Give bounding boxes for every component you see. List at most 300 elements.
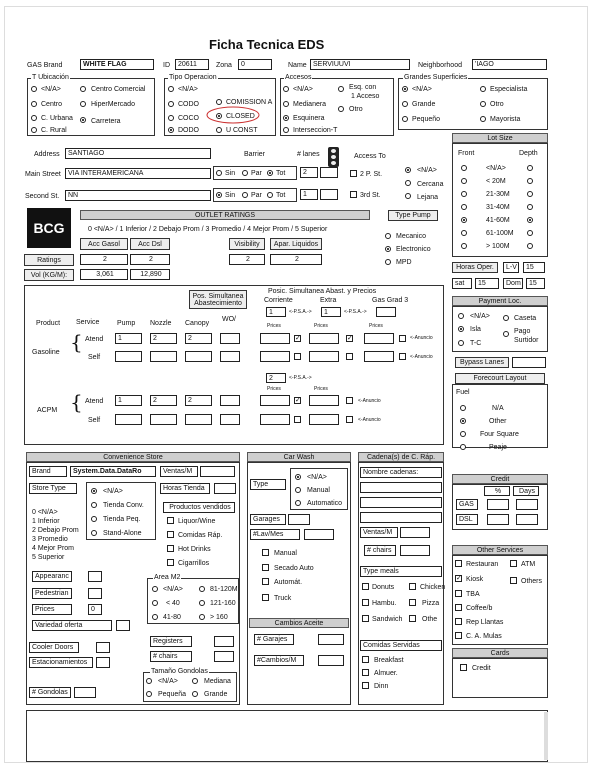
acc-dsl-rating[interactable]: 2	[130, 254, 170, 265]
wash-truck-checkbox[interactable]	[262, 594, 269, 601]
dinn-checkbox[interactable]	[362, 682, 369, 689]
prod-hotdrinks-checkbox[interactable]	[167, 545, 174, 552]
gasoline-self-price-1[interactable]	[260, 351, 290, 362]
superficies-otro-radio[interactable]	[480, 101, 486, 107]
others-checkbox[interactable]	[510, 577, 517, 584]
main-barrier-par-radio[interactable]	[242, 170, 248, 176]
payment-caseta-radio[interactable]	[503, 315, 509, 321]
lot-size-option-label: 31-40M	[486, 204, 510, 211]
lot-depth-radio-0[interactable]	[527, 165, 533, 171]
accesos-interseccion-radio[interactable]	[283, 127, 289, 133]
credit-gas-days-field[interactable]	[516, 499, 538, 510]
operacion-comission-label: COMISSION A	[226, 99, 273, 106]
notes-scrollbar[interactable]	[544, 712, 548, 760]
wash-truck-label: Truck	[274, 595, 292, 602]
accesos-title: Accesos	[285, 74, 312, 81]
acpm-psa-label: <-P.S.A.->	[289, 375, 312, 381]
main-lanes-extra-field[interactable]	[320, 167, 338, 178]
id-field[interactable]: 20611	[175, 59, 209, 70]
variedad-oferta-label: Variedad oferta	[32, 620, 112, 631]
horas-tienda-field[interactable]	[214, 483, 236, 494]
gasoline-self-price-2[interactable]	[309, 351, 339, 362]
lot-size-option-label: 21-30M	[486, 191, 510, 198]
operacion-dodo-radio[interactable]	[168, 127, 174, 133]
acpm-self-pump[interactable]	[115, 414, 142, 425]
rep-llantas-checkbox[interactable]	[455, 618, 462, 625]
forecourt-peaje-label: Peaje	[489, 444, 507, 451]
accesos-esq-label: Esq. con	[349, 84, 377, 91]
acpm-atend-nozzle[interactable]: 2	[150, 395, 177, 406]
conv-brand-field[interactable]: System.Data.DataRo	[70, 466, 156, 477]
zona-field[interactable]: 0	[238, 59, 272, 70]
area-gt160-radio[interactable]	[199, 614, 205, 620]
posic-simultanea-label: Posic. Simultanea Abast. y Precios	[268, 288, 377, 295]
corriente-psa-label: <-P.S.A.->	[289, 309, 312, 315]
gasoline-atend-price-3[interactable]	[364, 333, 394, 344]
lav-mes-field[interactable]	[304, 529, 334, 540]
store-type-peq-label: Tienda Peq.	[103, 516, 141, 523]
ubicacion-na-radio[interactable]	[31, 86, 37, 92]
superficies-mayorista-radio[interactable]	[480, 116, 486, 122]
acpm-atend-pump[interactable]: 1	[115, 395, 142, 406]
pump-mpd-radio[interactable]	[385, 259, 391, 265]
main-barrier-par-label: Par	[251, 170, 262, 177]
lav-mes-label: #Lav/Mes	[250, 529, 300, 540]
two-p-st-checkbox[interactable]	[350, 170, 357, 177]
forecourt-peaje-radio[interactable]	[460, 444, 466, 450]
lot-depth-radio-5[interactable]	[527, 230, 533, 236]
main-barrier-sin-radio[interactable]	[216, 170, 222, 176]
area-121-160-radio[interactable]	[199, 600, 205, 606]
ubicacion-cc-radio[interactable]	[80, 86, 86, 92]
tba-checkbox[interactable]	[455, 590, 462, 597]
kiosk-label: Kiosk	[466, 576, 484, 583]
gasoline-self-nozzle[interactable]	[150, 351, 177, 362]
accesos-interseccion-label: Interseccion-T	[293, 127, 338, 134]
superficies-otro-label: Otro	[490, 101, 504, 108]
atm-label: ATM	[521, 561, 536, 568]
main-street-field[interactable]: VIA INTERAMERICANA	[65, 168, 211, 179]
meals-donuts-checkbox[interactable]	[362, 583, 369, 590]
main-barrier-tot-radio[interactable]	[267, 170, 273, 176]
neighborhood-label: Neighborhood	[418, 62, 462, 69]
extra-psa-field[interactable]: 1	[321, 307, 341, 317]
nombre-cadenas-field-1[interactable]	[360, 482, 442, 493]
address-field[interactable]: SANTIAGO	[65, 148, 211, 159]
store-type-conv-label: Tienda Conv.	[103, 502, 144, 509]
nombre-cadenas-label: Nombre cadenas:	[360, 467, 442, 478]
vol-field-1[interactable]: 3,061	[80, 269, 128, 280]
comidas-servidas-label: Comidas Servidas	[360, 640, 442, 651]
payment-na-radio[interactable]	[458, 313, 464, 319]
cambios-m-field[interactable]	[318, 655, 344, 666]
type-pump-title: Type Pump	[388, 210, 438, 221]
second-barrier-tot-radio[interactable]	[267, 192, 273, 198]
acpm-atend-price-2[interactable]	[309, 395, 339, 406]
gasoline-self-pump[interactable]	[115, 351, 142, 362]
wash-manual-checkbox[interactable]	[262, 549, 269, 556]
gondolas-label: # Gondolas	[29, 687, 71, 698]
name-label: Name	[288, 62, 307, 69]
dom-hours-field[interactable]: 15	[526, 278, 545, 289]
lot-depth-radio-3[interactable]	[527, 204, 533, 210]
wash-automat-label: Automát.	[274, 579, 303, 586]
accesos-esquinera-radio[interactable]	[283, 115, 289, 121]
estacionamientos-field[interactable]	[96, 657, 110, 668]
prod-liquor-checkbox[interactable]	[167, 517, 174, 524]
restauran-checkbox[interactable]	[455, 560, 462, 567]
second-lanes-extra-field[interactable]	[320, 189, 338, 200]
gasoline-self-check-3[interactable]	[399, 353, 406, 360]
lv-label: L-V	[503, 262, 519, 273]
superficies-pequeno-radio[interactable]	[402, 116, 408, 122]
accesos-otro-radio[interactable]	[338, 106, 344, 112]
access-na-radio[interactable]	[405, 167, 411, 173]
payment-surtidor-label: Surtidor	[514, 337, 539, 344]
superficies-grande-label: Grande	[412, 101, 436, 108]
lot-size-option-label: < 20M	[486, 178, 506, 185]
appearance-field[interactable]	[88, 571, 102, 582]
barrier-label: Barrier	[244, 151, 266, 158]
wash-auto-radio[interactable]	[295, 500, 301, 506]
acpm-atend-check-2[interactable]	[346, 397, 353, 404]
page-title: Ficha Tecnica EDS	[209, 37, 325, 52]
operacion-closed-label: CLOSED	[226, 113, 255, 120]
sat-hours-field[interactable]: 15	[475, 278, 499, 289]
traffic-light-icon	[328, 147, 339, 167]
area-81-120-radio[interactable]	[199, 586, 205, 592]
gas-brand-field[interactable]: WHITE FLAG	[80, 59, 154, 70]
third-st-checkbox[interactable]	[350, 191, 357, 198]
gasoline-self-check-1[interactable]	[294, 353, 301, 360]
pos-simultanea-button[interactable]	[189, 290, 247, 309]
cadena-chairs-label: # chairs	[364, 545, 396, 556]
prices-label-1: Prices	[267, 323, 281, 329]
pump-mecanico-radio[interactable]	[385, 233, 391, 239]
credit-gas-label: GAS	[456, 499, 478, 510]
prod-comidas-checkbox[interactable]	[167, 531, 174, 538]
acpm-self-label: Self	[88, 417, 101, 424]
conv-scale-2: 2 Debajo Prom	[32, 527, 79, 534]
acpm-atend-wo[interactable]	[220, 395, 240, 406]
garages-field[interactable]	[288, 514, 310, 525]
visibility-button[interactable]: Visibility	[229, 238, 265, 250]
accesos-esq-radio[interactable]	[338, 86, 344, 92]
acpm-atend-canopy[interactable]: 2	[185, 395, 212, 406]
meals-hambu-checkbox[interactable]	[362, 599, 369, 606]
credit-dsl-label: DSL	[456, 514, 478, 525]
cambios-aceite-title: Cambios Aceite	[249, 618, 349, 628]
vol-field-2[interactable]: 12,890	[130, 269, 170, 280]
tamano-mediana-radio[interactable]	[192, 678, 198, 684]
acpm-atend-price-1[interactable]	[260, 395, 290, 406]
wash-manual-check-label: Manual	[274, 550, 297, 557]
gasoline-self-canopy[interactable]	[185, 351, 212, 362]
acpm-brace: {	[70, 390, 83, 414]
store-type-conv-radio[interactable]	[91, 502, 97, 508]
breakfast-checkbox[interactable]	[362, 656, 369, 663]
gasoline-atend-pump[interactable]: 1	[115, 333, 142, 344]
variedad-oferta-field[interactable]	[116, 620, 130, 631]
acpm-self-canopy[interactable]	[185, 414, 212, 425]
second-barrier-par-label: Par	[251, 192, 262, 199]
lot-depth-radio-1[interactable]	[527, 178, 533, 184]
area-na-radio[interactable]	[152, 586, 158, 592]
gasoline-atend-canopy[interactable]: 2	[185, 333, 212, 344]
superficies-grande-radio[interactable]	[402, 101, 408, 107]
wash-na-radio[interactable]	[295, 474, 301, 480]
apar-liquidos-rating[interactable]: 2	[270, 254, 322, 265]
acpm-self-wo[interactable]	[220, 414, 240, 425]
gasoline-atend-check-3[interactable]	[399, 335, 406, 342]
gasoline-atend-price-1[interactable]	[260, 333, 290, 344]
wash-secado-label: Secado Auto	[274, 565, 314, 572]
wash-automat-checkbox[interactable]	[262, 578, 269, 585]
ubicacion-urbana-radio[interactable]	[31, 115, 37, 121]
ubicacion-centro-radio[interactable]	[31, 101, 37, 107]
lot-depth-radio-4[interactable]	[527, 217, 533, 223]
corriente-psa-field[interactable]: 1	[266, 307, 286, 317]
main-street-label: Main Street	[25, 171, 61, 178]
ca-mulas-checkbox[interactable]	[455, 632, 462, 639]
gasoline-self-check-2[interactable]	[346, 353, 353, 360]
type-meals-label: Type meals	[360, 566, 442, 577]
acpm-psa-field[interactable]: 2	[266, 373, 286, 383]
garajes-field[interactable]	[318, 634, 344, 645]
cooler-doors-field[interactable]	[96, 642, 110, 653]
gasoline-atend-nozzle[interactable]: 2	[150, 333, 177, 344]
lot-front-radio-5[interactable]	[461, 230, 467, 236]
ubicacion-carretera-radio[interactable]	[80, 117, 86, 123]
operacion-na-radio[interactable]	[168, 86, 174, 92]
superficies-especialista-label: Especialista	[490, 86, 528, 93]
wash-manual-radio[interactable]	[295, 487, 301, 493]
second-barrier-sin-label: Sin	[225, 192, 236, 199]
gasoline-self-wo[interactable]	[220, 351, 240, 362]
pump-mpd-label: MPD	[396, 259, 412, 266]
pos-simultanea-label: Pos. Simultanea	[192, 292, 244, 300]
conv-scale-5: 5 Superior	[32, 554, 65, 561]
lot-front-radio-1[interactable]	[461, 178, 467, 184]
cadena-chairs-field[interactable]	[400, 545, 430, 556]
meals-hambu-label: Hambu.	[372, 600, 397, 607]
ubicacion-title: T Ubicación	[32, 74, 69, 81]
tamano-pequena-radio[interactable]	[146, 691, 152, 697]
access-lejana-radio[interactable]	[405, 193, 411, 199]
forecourt-na-radio[interactable]	[460, 405, 466, 411]
credit-gas-pct-field[interactable]	[487, 499, 509, 510]
conv-chairs-field[interactable]	[214, 651, 234, 662]
payment-isla-radio[interactable]	[458, 326, 464, 332]
apar-liquidos-button[interactable]: Apar. Liquidos	[270, 238, 322, 250]
ubicacion-hiper-radio[interactable]	[80, 101, 86, 107]
registers-field[interactable]	[214, 636, 234, 647]
accesos-na-radio[interactable]	[283, 86, 289, 92]
acpm-self-price-2[interactable]	[309, 414, 339, 425]
main-barrier-tot-label: Tot	[276, 170, 286, 177]
access-cercana-label: Cercana	[417, 181, 444, 188]
payment-tc-radio[interactable]	[458, 340, 464, 346]
second-barrier-tot-label: Tot	[276, 192, 286, 199]
meals-sandwich-checkbox[interactable]	[362, 615, 369, 622]
payment-na-label: <N/A>	[470, 313, 490, 320]
area-lt40-label: < 40	[166, 600, 180, 607]
pedestrian-label: Pedestrian	[32, 588, 72, 599]
access-lejana-label: Lejana	[417, 194, 439, 201]
nombre-cadenas-field-3[interactable]	[360, 512, 442, 523]
acc-dsl-button[interactable]: Acc Dsl	[130, 238, 170, 250]
lot-front-radio-4[interactable]	[461, 217, 467, 223]
superficies-especialista-radio[interactable]	[480, 86, 486, 92]
credit-dsl-days-field[interactable]	[516, 514, 538, 525]
lot-size-option-label: > 100M	[486, 243, 510, 250]
accesos-medianera-radio[interactable]	[283, 101, 289, 107]
operacion-uconst-radio[interactable]	[216, 127, 222, 133]
lot-size-option-label: 41-60M	[486, 217, 510, 224]
visibility-rating[interactable]: 2	[229, 254, 265, 265]
tamano-gondolas-title: Tamaño Gondolas	[151, 668, 208, 675]
notes-area[interactable]	[26, 710, 548, 762]
prod-cigarrillos-label: Cigarrillos	[178, 560, 210, 567]
access-cercana-radio[interactable]	[405, 180, 411, 186]
wash-secado-checkbox[interactable]	[262, 564, 269, 571]
almuer-checkbox[interactable]	[362, 669, 369, 676]
credit-dsl-pct-field[interactable]	[487, 514, 509, 525]
bypass-lanes-field[interactable]	[512, 357, 546, 368]
lot-depth-radio-6[interactable]	[527, 243, 533, 249]
credit-pct-header: %	[484, 486, 510, 496]
main-lanes-field[interactable]: 2	[300, 167, 318, 178]
pump-electronico-radio[interactable]	[385, 246, 391, 252]
ubicacion-carretera-label: Carretera	[91, 118, 121, 125]
lot-front-radio-3[interactable]	[461, 204, 467, 210]
tamano-grande-label: Grande	[204, 691, 228, 698]
superficies-na-radio[interactable]	[402, 86, 408, 92]
tamano-na-radio[interactable]	[146, 678, 152, 684]
second-street-field[interactable]: NN	[65, 190, 211, 201]
acpm-atend-check-1[interactable]: ✓	[295, 397, 301, 404]
gasoline-atend-wo[interactable]	[220, 333, 240, 344]
kiosk-checkbox[interactable]: ✓	[456, 575, 462, 582]
pump-header: Pump	[117, 320, 136, 327]
forecourt-four-square-label: Four Square	[480, 431, 519, 438]
rep-llantas-label: Rep Llantas	[466, 619, 504, 626]
forecourt-fuel-label: Fuel	[456, 389, 470, 396]
prices-label-2: Prices	[314, 323, 328, 329]
store-type-peq-radio[interactable]	[91, 516, 97, 522]
wash-auto-label: Automatico	[307, 500, 343, 507]
acpm-self-check-1[interactable]	[294, 416, 301, 423]
gondolas-field[interactable]	[74, 687, 96, 698]
other-services-group	[452, 555, 548, 645]
store-type-stand-label: Stand-Alone	[103, 530, 142, 537]
forecourt-other-radio[interactable]	[460, 418, 466, 424]
prices-field[interactable]: 0	[88, 604, 102, 615]
acc-gasol-button[interactable]: Acc Gasol	[80, 238, 128, 250]
area-41-80-radio[interactable]	[152, 614, 158, 620]
conv-ventas-field[interactable]	[200, 466, 235, 477]
gasoline-atend-check-1[interactable]: ✓	[295, 335, 301, 342]
area-m2-title: Area M2	[154, 574, 181, 581]
area-na-label: <N/A>	[163, 586, 183, 593]
lot-front-radio-0[interactable]	[461, 165, 467, 171]
lot-front-label: Front	[458, 150, 475, 157]
acpm-self-check-2[interactable]	[346, 416, 353, 423]
store-type-na-radio[interactable]	[91, 488, 97, 494]
lot-front-radio-6[interactable]	[461, 243, 467, 249]
gasoline-atend-check-2[interactable]: ✓	[347, 335, 353, 342]
lot-front-radio-2[interactable]	[461, 191, 467, 197]
ubicacion-rural-radio[interactable]	[31, 127, 37, 133]
wash-type-label: Type	[250, 479, 286, 490]
prices-label-3: Prices	[369, 323, 383, 329]
store-type-stand-radio[interactable]	[91, 530, 97, 536]
second-barrier-sin-radio[interactable]	[216, 192, 222, 198]
forecourt-four-square-radio[interactable]	[460, 431, 466, 437]
gasoline-atend-anuncio: <-Anuncio	[410, 335, 433, 341]
vol-button[interactable]: Vol (KG/M):	[24, 269, 74, 281]
cadena-ventas-field[interactable]	[400, 527, 430, 538]
estacionamientos-label: Estacionamientos	[29, 657, 93, 668]
pedestrian-field[interactable]	[88, 588, 102, 599]
acpm-self-nozzle[interactable]	[150, 414, 177, 425]
operacion-codo-label: CODO	[178, 101, 199, 108]
atm-checkbox[interactable]	[510, 560, 517, 567]
acpm-atend-anuncio: <-Anuncio	[358, 398, 381, 404]
cards-credit-checkbox[interactable]	[460, 664, 467, 671]
nozzle-header: Nozzle	[150, 320, 172, 327]
meals-chicken-checkbox[interactable]	[409, 583, 416, 590]
closed-highlight-circle	[205, 105, 261, 125]
neighborhood-field[interactable]: 'IAGO	[472, 59, 547, 70]
prod-cigarrillos-checkbox[interactable]	[167, 559, 174, 566]
forecourt-na-label: N/A	[492, 405, 504, 412]
operacion-codo-radio[interactable]	[168, 101, 174, 107]
corriente-label: Corriente	[264, 297, 293, 304]
acpm-label: ACPM	[37, 407, 58, 414]
acpm-prices-label-2: Prices	[314, 386, 328, 392]
gasoline-self-price-3[interactable]	[364, 351, 394, 362]
gasoline-self-label: Self	[88, 354, 101, 361]
second-barrier-par-radio[interactable]	[242, 192, 248, 198]
tamano-grande-radio[interactable]	[192, 691, 198, 697]
breakfast-label: Breakfast	[374, 657, 404, 664]
lv-hours-field[interactable]: 15	[523, 262, 545, 273]
area-lt40-radio[interactable]	[152, 600, 158, 606]
meals-pizza-checkbox[interactable]	[409, 599, 416, 606]
second-lanes-field[interactable]: 1	[300, 189, 318, 200]
ratings-button[interactable]: Ratings	[24, 254, 74, 266]
payment-pago-radio[interactable]	[503, 331, 509, 337]
payment-caseta-label: Caseta	[514, 315, 537, 322]
lot-depth-radio-2[interactable]	[527, 191, 533, 197]
gasoline-atend-label: Atend	[85, 336, 104, 343]
name-field[interactable]: SERVIUUVI	[310, 59, 410, 70]
outlet-ratings-title: OUTLET RATINGS	[80, 210, 370, 220]
ubicacion-urbana-label: C. Urbana	[41, 115, 73, 122]
gasoline-atend-price-2[interactable]	[309, 333, 339, 344]
cards-credit-label: Credit	[472, 665, 491, 672]
coffee-checkbox[interactable]	[455, 604, 462, 611]
nombre-cadenas-field-2[interactable]	[360, 497, 442, 508]
gas-grad-psa-field[interactable]	[376, 307, 396, 317]
acpm-self-price-1[interactable]	[260, 414, 290, 425]
acc-gasol-rating[interactable]: 2	[80, 254, 128, 265]
superficies-mayorista-label: Mayorista	[490, 116, 521, 123]
operacion-coco-radio[interactable]	[168, 115, 174, 121]
meals-othe-checkbox[interactable]	[409, 615, 416, 622]
prices-label: Prices	[32, 604, 72, 615]
